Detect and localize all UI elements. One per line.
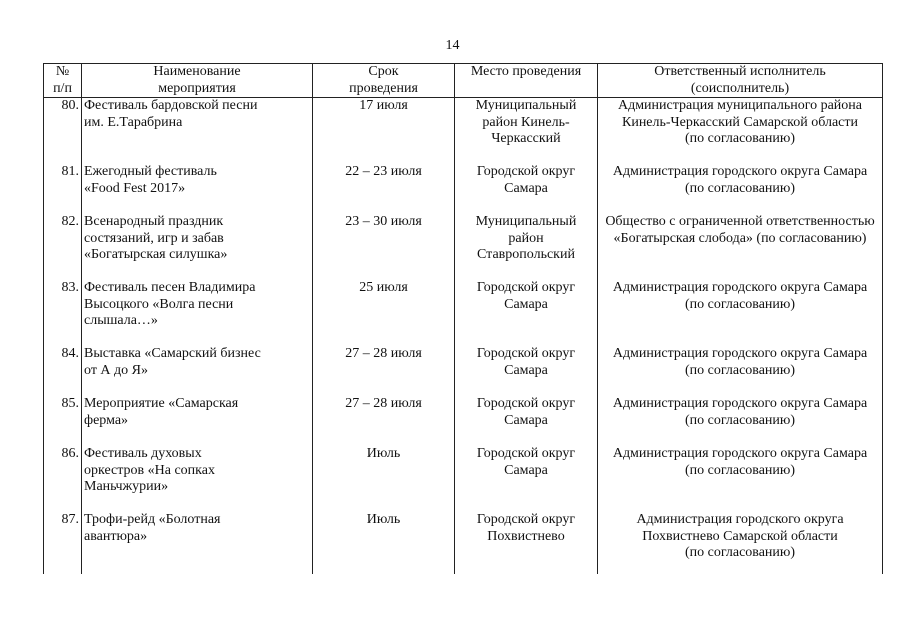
cell-number: 83. xyxy=(44,280,82,346)
cell-event-name: Фестиваль духовых оркестров «На сопках Маньчжурии» xyxy=(82,446,313,512)
cell-responsible: Администрация городского округа Похвистнево Самарской области (по согласованию) xyxy=(598,512,883,574)
events-table xyxy=(43,63,883,574)
header-name: Наименование мероприятия xyxy=(82,64,313,98)
cell-number: 86. xyxy=(44,446,82,512)
cell-responsible: Администрация муниципального района Кинель-Черкасский Самарской области (по согласованию) xyxy=(598,98,883,165)
cell-date: 23 – 30 июля xyxy=(313,214,455,280)
table-row xyxy=(44,98,883,165)
cell-responsible: Администрация городского округа Самара (по согласованию) xyxy=(598,164,883,214)
cell-responsible: Администрация городского округа Самара (по согласованию) xyxy=(598,396,883,446)
cell-date: 27 – 28 июля xyxy=(313,396,455,446)
cell-date: 22 – 23 июля xyxy=(313,164,455,214)
cell-event-name: Фестиваль песен Владимира Высоцкого «Волга песни слышала…» xyxy=(82,280,313,346)
cell-responsible: Администрация городского округа Самара (по согласованию) xyxy=(598,280,883,346)
cell-place: Городской округ Самара xyxy=(455,396,598,446)
table-body xyxy=(44,98,883,575)
cell-responsible: Администрация городского округа Самара (по согласованию) xyxy=(598,346,883,396)
table-row xyxy=(44,214,883,280)
cell-date: 25 июля xyxy=(313,280,455,346)
cell-number: 81. xyxy=(44,164,82,214)
cell-date: Июль xyxy=(313,512,455,574)
table-row xyxy=(44,446,883,512)
cell-place: Городской округ Самара xyxy=(455,446,598,512)
table-row xyxy=(44,164,883,214)
page-number: 14 xyxy=(445,38,460,53)
cell-event-name: Всенародный праздник состязаний, игр и забав «Богатырская силушка» xyxy=(82,214,313,280)
header-row xyxy=(44,64,883,98)
cell-place: Городской округ Похвистнево xyxy=(455,512,598,574)
header-responsible: Ответственный исполнитель (соисполнитель) xyxy=(598,64,883,98)
cell-responsible: Общество с ограниченной ответственностью «Богатырская слобода» (по согласованию) xyxy=(598,214,883,280)
cell-number: 85. xyxy=(44,396,82,446)
table-row xyxy=(44,512,883,574)
cell-event-name: Фестиваль бардовской песни им. Е.Тарабрина xyxy=(82,98,313,165)
cell-number: 84. xyxy=(44,346,82,396)
cell-number: 82. xyxy=(44,214,82,280)
cell-event-name: Ежегодный фестиваль «Food Fest 2017» xyxy=(82,164,313,214)
cell-place: Муниципальный район Ставропольский xyxy=(455,214,598,280)
table-row xyxy=(44,346,883,396)
cell-place: Городской округ Самара xyxy=(455,164,598,214)
cell-date: Июль xyxy=(313,446,455,512)
cell-place: Городской округ Самара xyxy=(455,280,598,346)
cell-event-name: Трофи-рейд «Болотная авантюра» xyxy=(82,512,313,574)
header-date: Срок проведения xyxy=(313,64,455,98)
cell-number: 80. xyxy=(44,98,82,165)
cell-place: Городской округ Самара xyxy=(455,346,598,396)
header-place: Место проведения xyxy=(455,64,598,98)
cell-date: 27 – 28 июля xyxy=(313,346,455,396)
cell-date: 17 июля xyxy=(313,98,455,165)
cell-place: Муниципальный район Кинель- Черкасский xyxy=(455,98,598,165)
header-num: № п/п xyxy=(44,64,82,98)
cell-event-name: Мероприятие «Самарская ферма» xyxy=(82,396,313,446)
table-row xyxy=(44,396,883,446)
cell-responsible: Администрация городского округа Самара (по согласованию) xyxy=(598,446,883,512)
table-header xyxy=(44,64,883,98)
table-row xyxy=(44,280,883,346)
cell-number: 87. xyxy=(44,512,82,574)
cell-event-name: Выставка «Самарский бизнес от А до Я» xyxy=(82,346,313,396)
